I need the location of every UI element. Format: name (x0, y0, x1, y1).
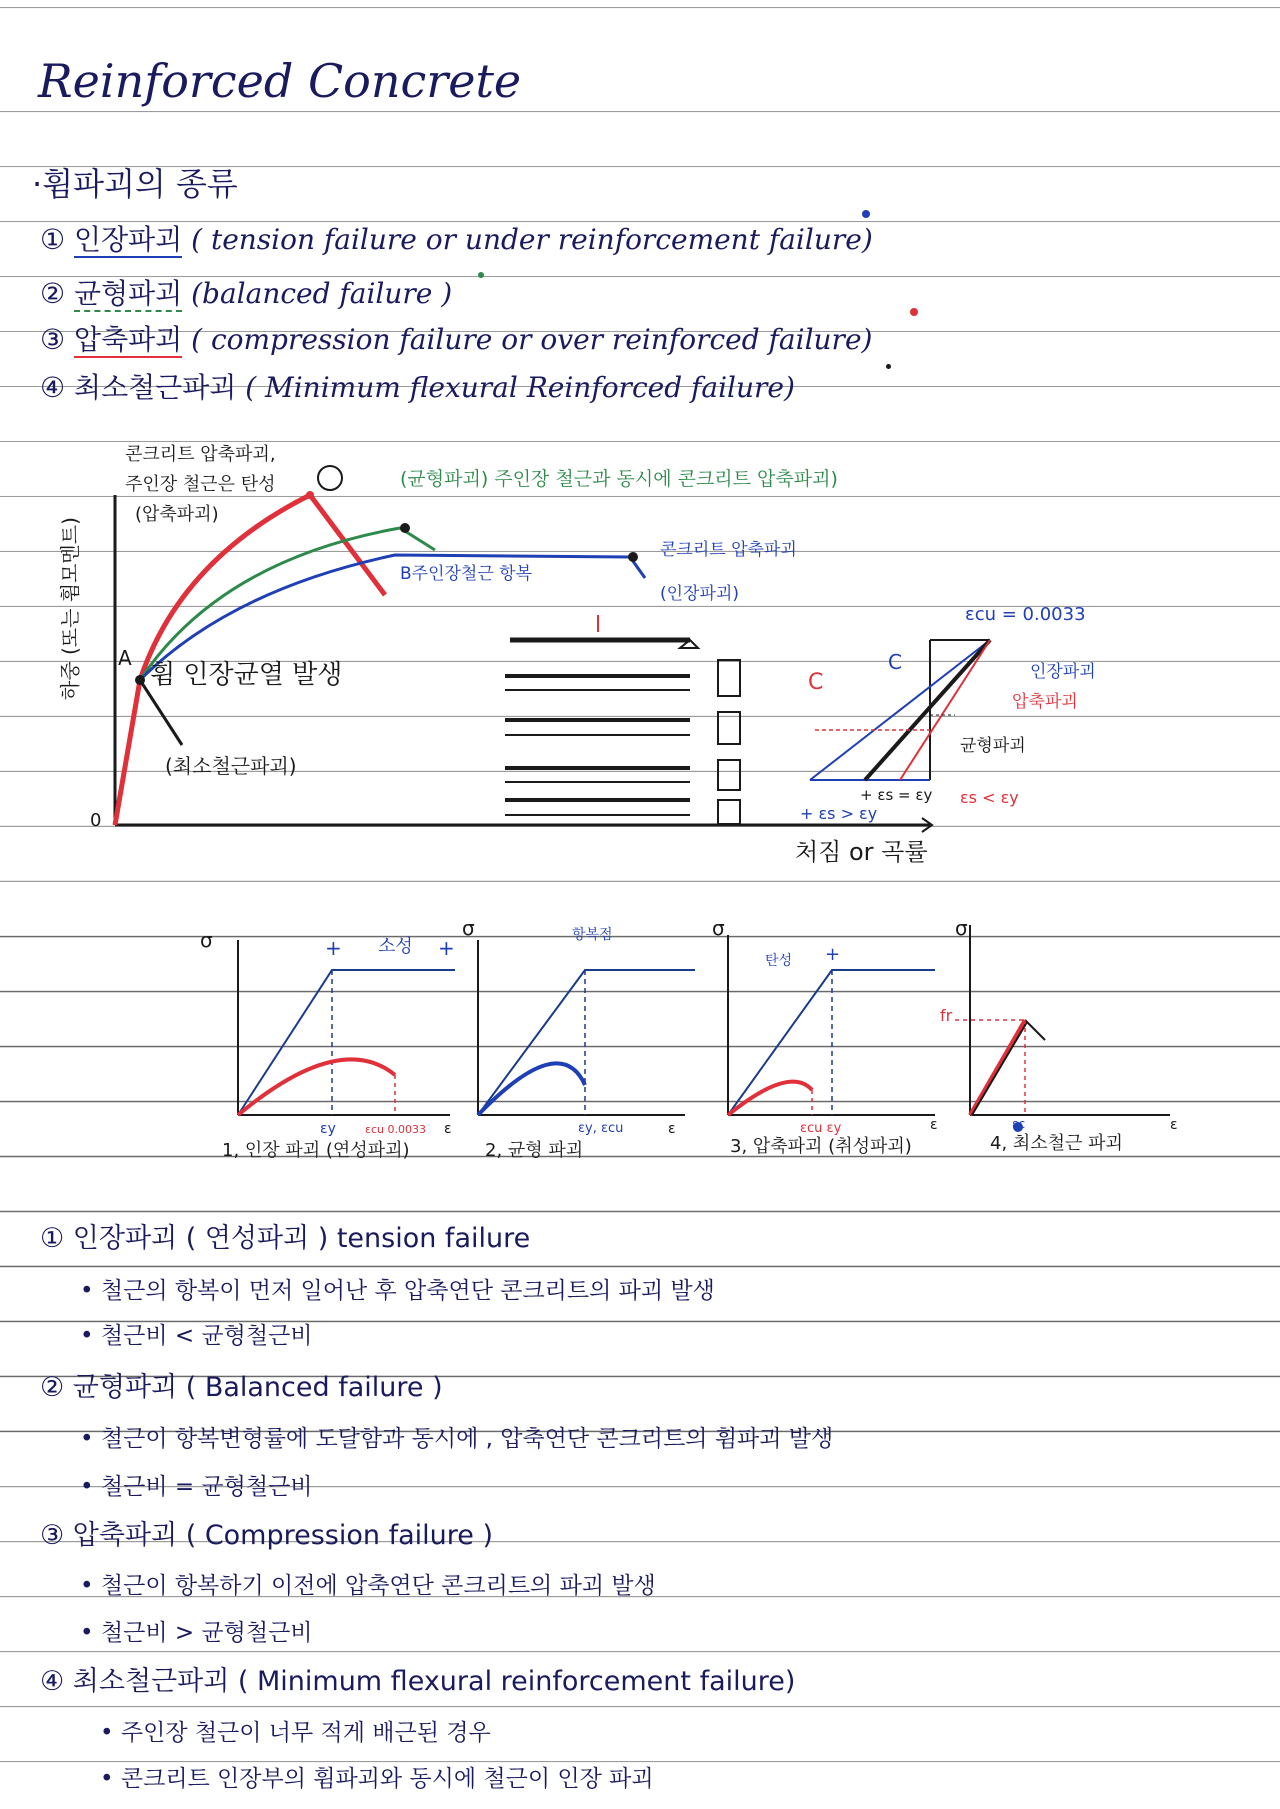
crack-label: 휨 인장균열 발생 (150, 660, 343, 690)
es-lt-ey: εs < εy (960, 788, 1019, 807)
balanced-note: (균형파괴) 주인장 철근과 동시에 콘크리트 압축파괴) (400, 468, 838, 490)
es-eq-ey: + εs = εy (860, 786, 933, 804)
graph4-fr: fr (940, 1006, 953, 1025)
graph1-ey: εy (320, 1121, 336, 1137)
note-bullet-2-2: • 철근비 = 균형철근비 (80, 1474, 313, 1500)
note-bullet-4-1: • 주인장 철근이 너무 적게 배근된 경우 (100, 1720, 491, 1746)
compression-note-2: 주인장 철근은 탄성 (125, 474, 276, 495)
graph3-e: ε (930, 1117, 938, 1133)
graph3-ey: εcu εy (800, 1121, 842, 1136)
tension-note-1: 콘크리트 압축파괴 (660, 540, 797, 560)
type-num: ② (40, 277, 66, 310)
type-ko: 최소철근파괴 (74, 371, 237, 404)
compression-note-3: (압축파괴) (135, 504, 219, 525)
graph1-plus-right: + (438, 936, 455, 960)
origin-label: 0 (90, 810, 102, 831)
graph4-caption: 4, 최소철근 파괴 (990, 1133, 1123, 1154)
type-en: (balanced failure ) (191, 277, 453, 310)
c-mark-blue: C (888, 650, 902, 674)
tension-note-2: (인장파괴) (660, 584, 739, 604)
bullet-dot: · (32, 165, 43, 203)
yield-note: B주인장철근 항복 (400, 564, 533, 584)
balanced-failure-tag: 균형파괴 (960, 736, 1026, 756)
note-bullet-1-2: • 철근비 < 균형철근비 (80, 1323, 313, 1349)
compression-note-1: 콘크리트 압축파괴, (125, 444, 276, 465)
type-ko: 균형파괴 (74, 277, 183, 310)
type-ko: 압축파괴 (74, 323, 183, 356)
note-bullet-4-2: • 콘크리트 인장부의 휨파괴와 동시에 철근이 인장 파괴 (100, 1766, 654, 1792)
graph4-e: ε (1170, 1117, 1178, 1133)
graph1-ecu: εcu 0.0033 (365, 1123, 426, 1136)
note-bullet-2-1: • 철근이 항복변형률에 도달함과 동시에 , 압축연단 콘크리트의 휨파괴 발생 (80, 1426, 834, 1452)
graph1-plus-left: + (325, 936, 342, 960)
type-num: ③ (40, 323, 66, 356)
note-head-4: ④ 최소철근파괴 ( Minimum flexural reinforcement failure) (40, 1666, 796, 1697)
point-a-label: A (118, 646, 132, 670)
graph4-ec: εc (1012, 1117, 1026, 1131)
graph3-caption: 3, 압축파괴 (취성파괴) (730, 1136, 912, 1157)
graph-2 (478, 940, 695, 1115)
graph1-plastic: 소성 (378, 936, 413, 957)
graph2-ey: εy, εcu (578, 1121, 624, 1136)
graph2-caption: 2, 균형 파괴 (485, 1140, 584, 1161)
graph4-sigma: σ (955, 916, 968, 940)
c-mark-red: C (808, 670, 824, 695)
graph3-sigma: σ (712, 916, 725, 940)
type-en: ( tension failure or under reinforcement failure) (191, 223, 873, 256)
note-head-1: ① 인장파괴 ( 연성파괴 ) tension failure (40, 1223, 531, 1254)
type-num: ① (40, 223, 66, 256)
type-num: ④ (40, 371, 66, 404)
note-head-2: ② 균형파괴 ( Balanced failure ) (40, 1372, 443, 1403)
graph-1 (238, 936, 455, 1115)
y-axis-label: 하중 (또는 휨모멘트) (58, 517, 82, 700)
note-bullet-3-1: • 철근이 항복하기 이전에 압축연단 콘크리트의 파괴 발생 (80, 1573, 656, 1599)
type-en: ( Minimum flexural Reinforced failure) (245, 371, 795, 404)
note-bullet-1-1: • 철근의 항복이 먼저 일어난 후 압축연단 콘크리트의 파괴 발생 (80, 1278, 715, 1304)
graph3-plus: + (825, 944, 841, 965)
graph1-caption: 1, 인장 파괴 (연성파괴) (222, 1140, 410, 1161)
tension-failure-tag: 인장파괴 (1030, 662, 1096, 682)
page-title: Reinforced Concrete (38, 54, 522, 108)
compression-failure-tag: 압축파괴 (1012, 692, 1078, 712)
graph3-elastic: 탄성 (765, 953, 793, 969)
note-bullet-3-2: • 철근비 > 균형철근비 (80, 1620, 313, 1646)
es-gt-ey: + εs > εy (800, 804, 878, 823)
x-axis-label: 처짐 or 곡률 (795, 838, 928, 866)
ecu-label: εcu = 0.0033 (965, 604, 1086, 625)
graph1-e: ε (444, 1121, 452, 1137)
type-ko: 인장파괴 (74, 223, 183, 256)
graph-4 (955, 925, 1170, 1132)
graph2-e: ε (668, 1121, 676, 1137)
graph2-sigma: σ (462, 916, 475, 940)
graph2-yield: 항복점 (572, 927, 613, 943)
type-en: ( compression failure or over reinforced failure) (191, 323, 873, 356)
section-title-text: 휨파괴의 종류 (42, 165, 238, 203)
graph1-sigma: σ (200, 928, 213, 952)
min-failure-label: (최소철근파괴) (165, 754, 297, 778)
note-head-3: ③ 압축파괴 ( Compression failure ) (40, 1520, 493, 1551)
